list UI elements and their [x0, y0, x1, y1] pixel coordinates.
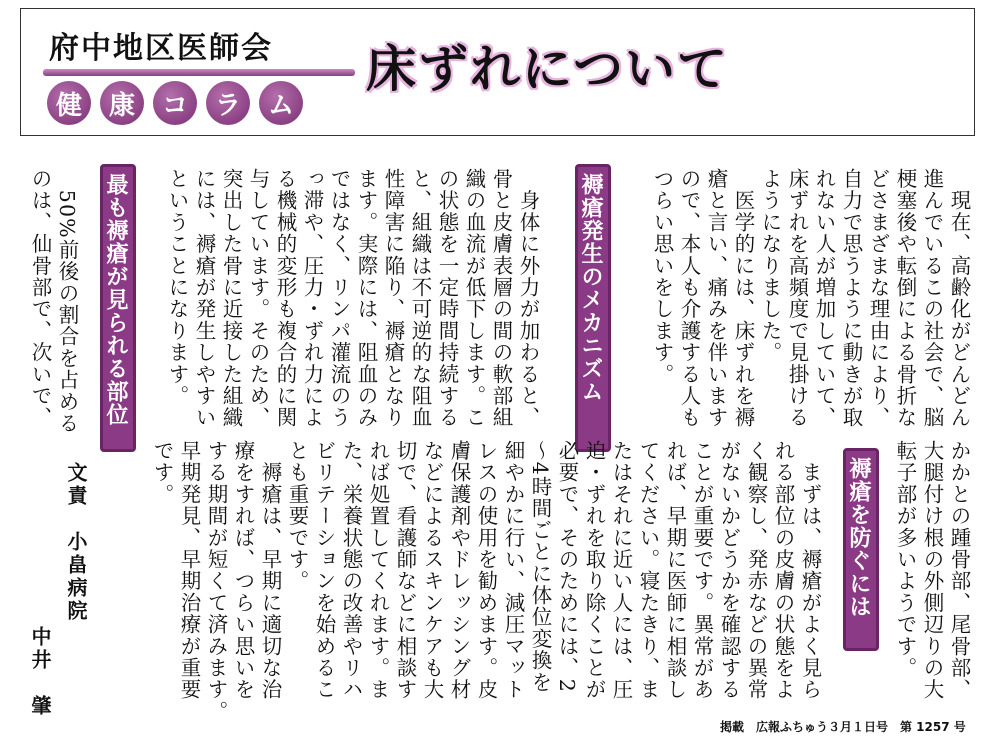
text-line: する期間が短くて済みます。: [204, 440, 228, 723]
text-line: ～4時間ごとに体位変換を: [528, 440, 552, 693]
text-line: れば、早期に医師に相談し: [663, 440, 687, 701]
author-credit: [62, 462, 91, 642]
text-line: っ滞や、圧力・ずれ力によ: [300, 168, 324, 429]
text-line: 細やかに行い、減圧マット: [501, 440, 525, 701]
organization-name: 府中地区医師会: [49, 31, 273, 66]
heading-mechanism: 褥瘡発生のメカニズム: [575, 164, 611, 452]
text-line: 骨と皮膚表層の間の軟部組: [489, 168, 513, 429]
article-paragraph-sites-cont: [891, 440, 972, 725]
text-line: 性障害に陥り、褥瘡となり: [381, 168, 405, 429]
badge-char: コ: [153, 81, 197, 125]
text-line: 医学的には、床ずれを褥: [731, 168, 755, 429]
header-rule: [43, 69, 355, 76]
badge-char: 康: [100, 81, 144, 125]
text-line: つらい思いをします。: [650, 168, 674, 385]
badge-char: ム: [259, 81, 303, 125]
heading-common-sites: 最も褥瘡が見られる部位: [100, 164, 136, 452]
text-line: 療をすれば、つらい思いを: [231, 440, 255, 701]
text-line: れば処置してくれます。ま: [366, 440, 390, 701]
article-title: 床ずれについて: [366, 40, 729, 98]
text-line: 褥瘡は、早期に適切な治: [258, 440, 282, 701]
text-line: ようになりました。: [758, 168, 782, 364]
text-line: ではなく、リンパ灌流のう: [327, 168, 351, 429]
author-name: 中井 肇: [28, 626, 52, 718]
text-line: 切で、看護師などに相談す: [393, 440, 417, 701]
text-line: レスの使用を勧めます。皮: [474, 440, 498, 701]
article-paragraph-prevention: [148, 440, 823, 725]
column-badges: [47, 81, 303, 125]
badge-char: 健: [47, 81, 91, 125]
text-line: 身体に外力が加わると、: [516, 168, 540, 429]
text-line: ことが重要です。異常があ: [690, 440, 714, 701]
text-line: 突出した骨に近接した組織: [219, 168, 243, 429]
text-line: です。: [150, 440, 174, 506]
text-line: 必要で、そのためには、2: [555, 440, 579, 693]
text-line: れない人が増加していて、: [812, 168, 836, 429]
text-line: 迫・ずれを取り除くことが: [582, 440, 606, 701]
text-line: れる部位の皮膚の状態をよ: [771, 440, 795, 701]
text-line: 現在、高齢化がどんどん: [947, 168, 971, 429]
text-line: る機械的変形も複合的に関: [273, 168, 297, 429]
text-line: 早期発見、早期治療が重要: [177, 440, 201, 701]
text-line: と、組織は不可逆的な阻血: [408, 168, 432, 429]
text-line: ということになります。: [165, 168, 189, 407]
text-line: どさまざまな理由により、: [866, 168, 890, 429]
text-line: てください。寝たきり、ま: [636, 440, 660, 701]
text-line: 膚保護剤やドレッシング材: [447, 440, 471, 701]
text-line: く観察し、発赤などの異常: [744, 440, 768, 701]
badge-char: ラ: [206, 81, 250, 125]
author-label: 文責: [64, 462, 88, 508]
column-header: [20, 8, 975, 136]
text-line: とも重要です。: [285, 440, 309, 592]
text-line: には、褥瘡が発生しやすい: [192, 168, 216, 429]
text-line: 織の血流が低下します。こ: [462, 168, 486, 429]
article-paragraph-intro: [648, 168, 972, 453]
heading-prevention: 褥瘡を防ぐには: [843, 448, 879, 651]
text-line: ます。実際には、阻血のみ: [354, 168, 378, 429]
article-paragraph-sites: [26, 168, 80, 453]
text-line: 梗塞後や転倒による骨折な: [893, 168, 917, 429]
text-line: ので、本人も介護する人も: [677, 168, 701, 429]
text-line: などによるスキンケアも大: [420, 440, 444, 701]
text-line: 進んでいるこの社会で、脳: [920, 168, 944, 429]
text-line: がないかどうかを確認する: [717, 440, 741, 701]
text-line: の状態を一定時間持続する: [435, 168, 459, 429]
text-line: かかとの踵骨部、尾骨部、: [947, 440, 971, 701]
text-line: 大腿付け根の外側辺りの大: [920, 440, 944, 701]
text-line: たはそれに近い人には、圧: [609, 440, 633, 701]
text-line: 転子部が多いようです。: [893, 440, 917, 679]
publication-footer: 掲載 広報ふちゅう３月１日号 第 1257 号: [720, 720, 966, 734]
text-line: 50%前後の割合を占める: [55, 168, 79, 435]
text-line: 瘡と言い、痛みを伴います: [704, 168, 728, 429]
article-paragraph-mechanism: [163, 168, 541, 453]
text-line: のは、仙骨部で、次いで、: [28, 168, 52, 429]
text-line: 与しています。そのため、: [246, 168, 270, 429]
text-line: まずは、褥瘡がよく見ら: [798, 440, 822, 701]
text-line: 床ずれを高頻度で見掛ける: [785, 168, 809, 429]
text-line: ビリテーションを始めるこ: [312, 440, 336, 701]
text-line: た、栄養状態の改善やリハ: [339, 440, 363, 701]
text-line: 自力で思うように動きが取: [839, 168, 863, 429]
author-clinic: 小畠病院: [64, 531, 88, 623]
